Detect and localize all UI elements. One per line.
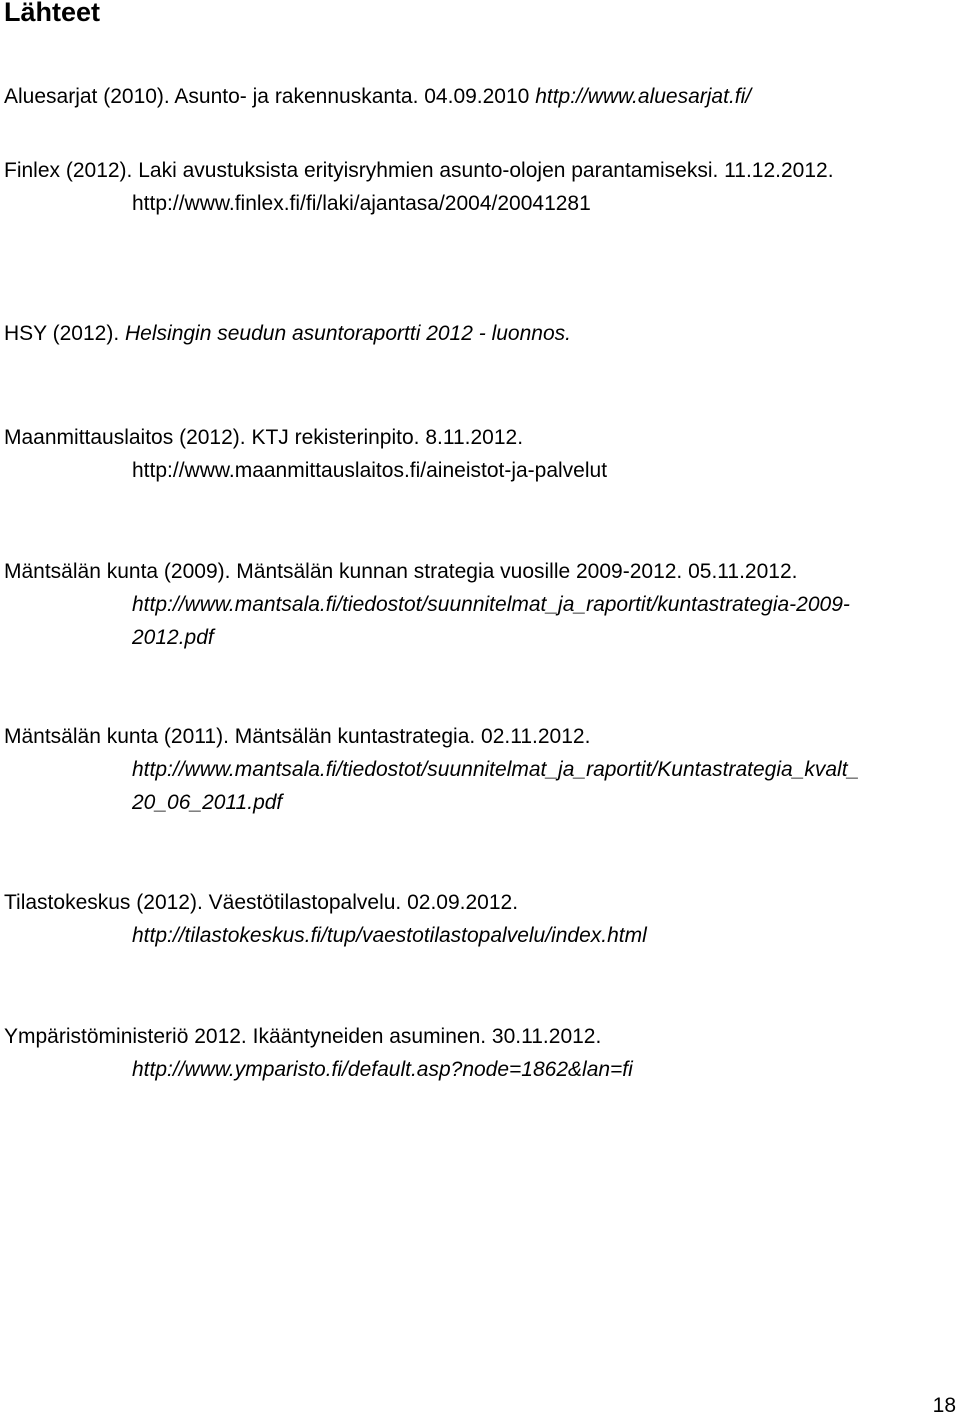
reference-line — [4, 317, 954, 350]
reference-line — [4, 80, 954, 113]
reference-text: Tilastokeskus (2012). Väestötilastopalvelu. 02.09.2012. — [4, 891, 519, 914]
reference-url-continued[interactable]: 20_06_2011.pdf — [132, 791, 283, 814]
reference-mantsala-2011 — [4, 720, 954, 819]
reference-mantsala-2009 — [4, 555, 954, 654]
reference-finlex — [4, 154, 954, 220]
reference-url[interactable]: http://www.maanmittauslaitos.fi/aineistot-ja-palvelut — [132, 459, 608, 482]
reference-maanmittauslaitos — [4, 421, 954, 487]
reference-url[interactable]: http://www.mantsala.fi/tiedostot/suunnitelmat_ja_raportit/Kuntastrategia_kvalt_ — [132, 758, 860, 781]
page-title: Lähteet — [4, 0, 101, 27]
page-number: 18 — [932, 1394, 956, 1417]
reference-url[interactable]: http://www.mantsala.fi/tiedostot/suunnitelmat_ja_raportit/kuntastrategia-2009- — [132, 593, 850, 616]
reference-url[interactable]: http://tilastokeskus.fi/tup/vaestotilastopalvelu/index.html — [132, 924, 647, 947]
reference-hsy — [4, 317, 954, 350]
reference-tilastokeskus — [4, 886, 954, 952]
reference-text: Mäntsälän kunta (2011). Mäntsälän kuntastrategia. 02.11.2012. — [4, 725, 591, 748]
reference-ymparistoministerio — [4, 1020, 954, 1086]
reference-url-continued[interactable]: 2012.pdf — [132, 626, 214, 649]
reference-url[interactable]: http://www.aluesarjat.fi/ — [535, 85, 752, 108]
reference-text: Mäntsälän kunta (2009). Mäntsälän kunnan strategia vuosille 2009-2012. 05.11.2012. — [4, 560, 798, 583]
reference-aluesarjat — [4, 80, 954, 113]
reference-text: Ympäristöministeriö 2012. Ikääntyneiden asuminen. 30.11.2012. — [4, 1025, 602, 1048]
reference-url[interactable]: http://www.ymparisto.fi/default.asp?node=1862&lan=fi — [132, 1058, 633, 1081]
reference-title: Helsingin seudun asuntoraportti 2012 - luonnos. — [125, 322, 571, 345]
reference-text: HSY (2012). — [4, 322, 126, 345]
reference-text: Maanmittauslaitos (2012). KTJ rekisterinpito. 8.11.2012. — [4, 426, 524, 449]
reference-url[interactable]: http://www.finlex.fi/fi/laki/ajantasa/2004/20041281 — [132, 192, 591, 215]
reference-text: Aluesarjat (2010). Asunto- ja rakennuskanta. 04.09.2010 — [4, 85, 536, 108]
reference-text: Finlex (2012). Laki avustuksista erityisryhmien asunto-olojen parantamiseksi. 11.12.2012. — [4, 159, 834, 182]
